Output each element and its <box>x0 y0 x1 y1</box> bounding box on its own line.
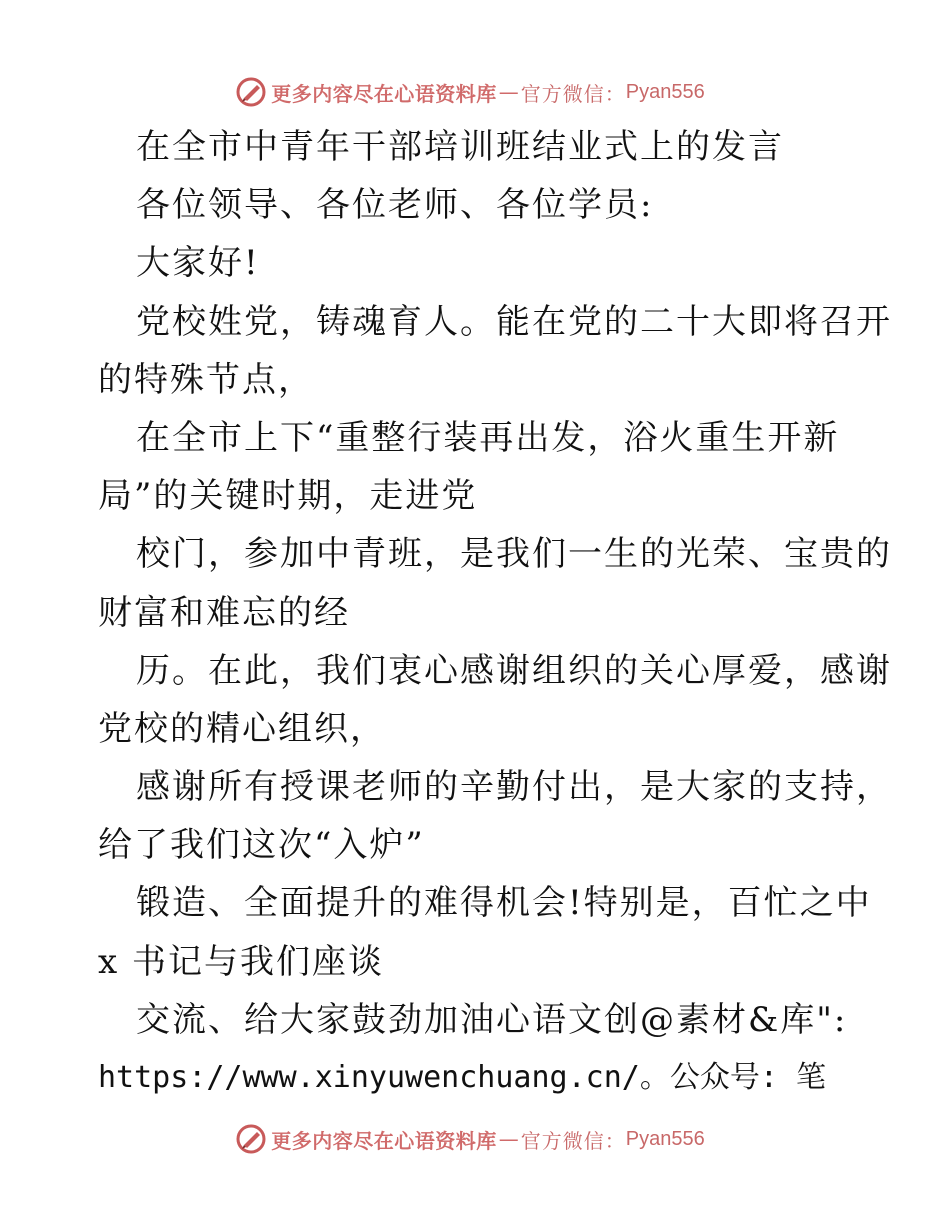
paragraph-line: x 书记与我们座谈 <box>98 941 384 982</box>
watermark-wechat-id: Pyan556 <box>625 1127 705 1150</box>
paragraph-line: 党校的精心组织， <box>98 708 386 749</box>
watermark-dash: — <box>498 80 519 104</box>
paragraph-line: 校门，参加中青班，是我们一生的光荣、宝贵的 <box>136 534 892 575</box>
salutation: 各位领导、各位老师、各位学员: <box>136 185 654 226</box>
pen-logo-icon <box>235 76 267 108</box>
paragraph-line: 党校姓党，铸魂育人。能在党的二十大即将召开 <box>136 301 892 342</box>
watermark-text: 更多内容尽在心语资料库 <box>271 81 497 106</box>
header-watermark <box>0 72 950 112</box>
document-body <box>98 118 892 1107</box>
paragraph-line: 历。在此，我们衷心感谢组织的关心厚爱，感谢 <box>136 650 892 691</box>
paragraph-line: 局”的关键时期，走进党 <box>98 476 478 517</box>
footer-watermark <box>0 1119 950 1159</box>
paragraph-line: 感谢所有授课老师的辛勤付出，是大家的支持， <box>136 767 892 808</box>
paragraph-line: 的特殊节点， <box>98 359 314 400</box>
watermark-wechat-id: Pyan556 <box>625 80 705 103</box>
watermark-wechat-label: 官方微信： <box>520 81 626 106</box>
pen-logo-icon <box>235 1123 267 1155</box>
greeting: 大家好! <box>136 243 260 284</box>
watermark-dash: — <box>498 1127 519 1151</box>
paragraph-line: 交流、给大家鼓劲加油心语文创@素材&库": <box>136 999 848 1040</box>
document-title: 在全市中青年干部培训班结业式上的发言 <box>136 127 784 167</box>
watermark-wechat-label: 官方微信： <box>520 1128 626 1153</box>
watermark-text: 更多内容尽在心语资料库 <box>271 1128 497 1153</box>
paragraph-line: 锻造、全面提升的难得机会!特别是，百忙之中 <box>136 883 872 924</box>
paragraph-line-url: https://www.xinyuwenchuang.cn/。公众号: 笔 <box>98 1060 826 1095</box>
paragraph-line: 给了我们这次“入炉” <box>98 825 425 866</box>
paragraph-line: 在全市上下“重整行装再出发，浴火重生开新 <box>136 417 840 458</box>
paragraph-line: 财富和难忘的经 <box>98 592 350 633</box>
